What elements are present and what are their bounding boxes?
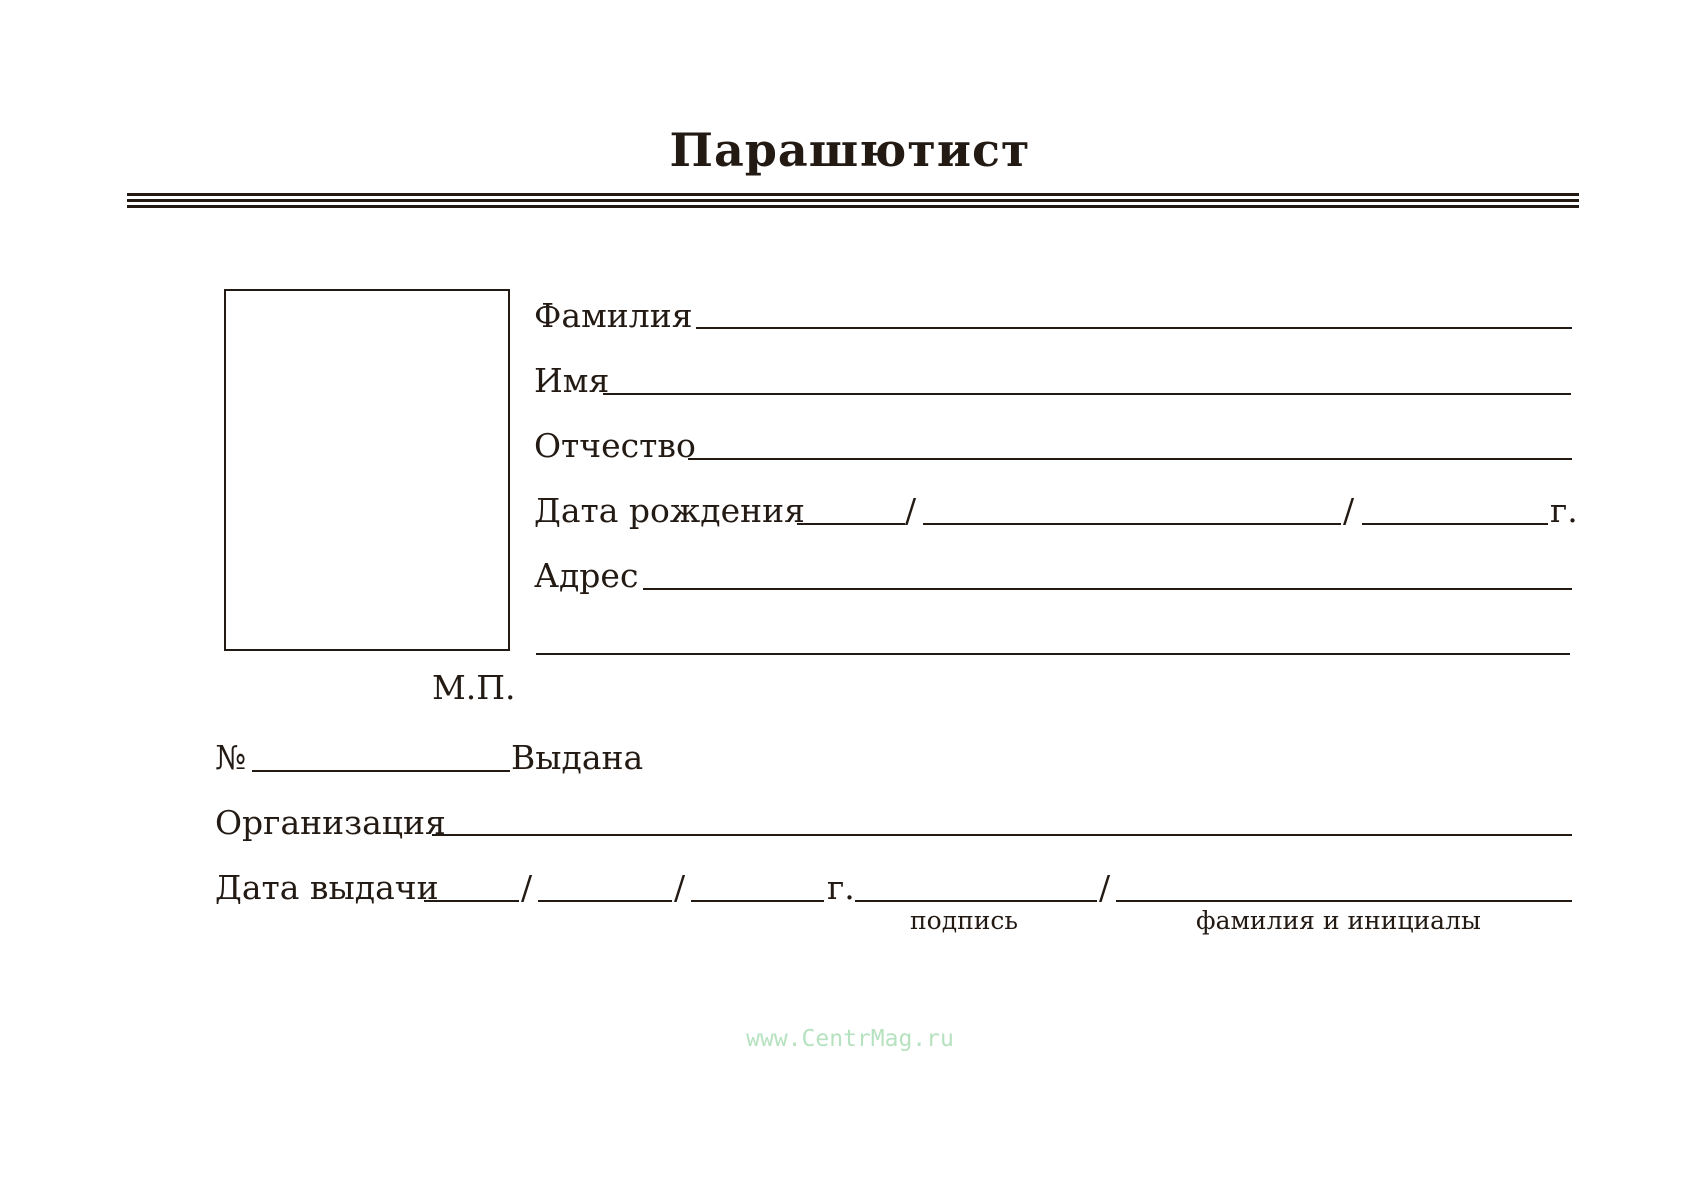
- number-field[interactable]: [252, 770, 510, 772]
- issue-year-suffix: г.: [827, 868, 855, 907]
- issue-day-field[interactable]: [424, 900, 519, 902]
- issue-month-field[interactable]: [538, 900, 672, 902]
- name-initials-caption: фамилия и инициалы: [1196, 906, 1481, 935]
- title-rule-middle: [127, 199, 1579, 202]
- organization-field[interactable]: [432, 834, 1572, 836]
- issue-year-field[interactable]: [691, 900, 824, 902]
- patronymic-label: Отчество: [534, 426, 696, 465]
- birth-date-slash-2: /: [1343, 491, 1355, 530]
- birth-date-label: Дата рождения: [534, 491, 805, 530]
- surname-label: Фамилия: [534, 296, 693, 335]
- organization-label: Организация: [215, 803, 446, 842]
- name-label: Имя: [534, 361, 610, 400]
- birth-day-field[interactable]: [797, 523, 905, 525]
- name-initials-field[interactable]: [1116, 900, 1572, 902]
- stamp-label: М.П.: [432, 668, 516, 707]
- issue-date-slash-2: /: [674, 868, 686, 907]
- photo-box: [224, 289, 510, 651]
- issue-date-label: Дата выдачи: [215, 868, 439, 907]
- birth-year-suffix: г.: [1550, 491, 1578, 530]
- signature-field[interactable]: [855, 900, 1097, 902]
- surname-field[interactable]: [696, 327, 1572, 329]
- birth-month-field[interactable]: [923, 523, 1341, 525]
- birth-year-field[interactable]: [1362, 523, 1548, 525]
- address-field[interactable]: [643, 588, 1572, 590]
- title-rule-top: [127, 193, 1579, 196]
- birth-date-slash-1: /: [905, 491, 917, 530]
- issue-date-slash-1: /: [521, 868, 533, 907]
- address-label: Адрес: [534, 556, 639, 595]
- signature-slash: /: [1099, 868, 1111, 907]
- issued-label: Выдана: [511, 738, 644, 777]
- number-label: №: [215, 738, 247, 777]
- patronymic-field[interactable]: [688, 458, 1572, 460]
- signature-caption: подпись: [910, 906, 1019, 935]
- watermark-text: www.CentrMag.ru: [746, 1026, 954, 1052]
- form-title: Парашютист: [669, 123, 1031, 177]
- address-field-line-2[interactable]: [536, 653, 1570, 655]
- name-field[interactable]: [603, 393, 1571, 395]
- title-rule-bottom: [127, 205, 1579, 208]
